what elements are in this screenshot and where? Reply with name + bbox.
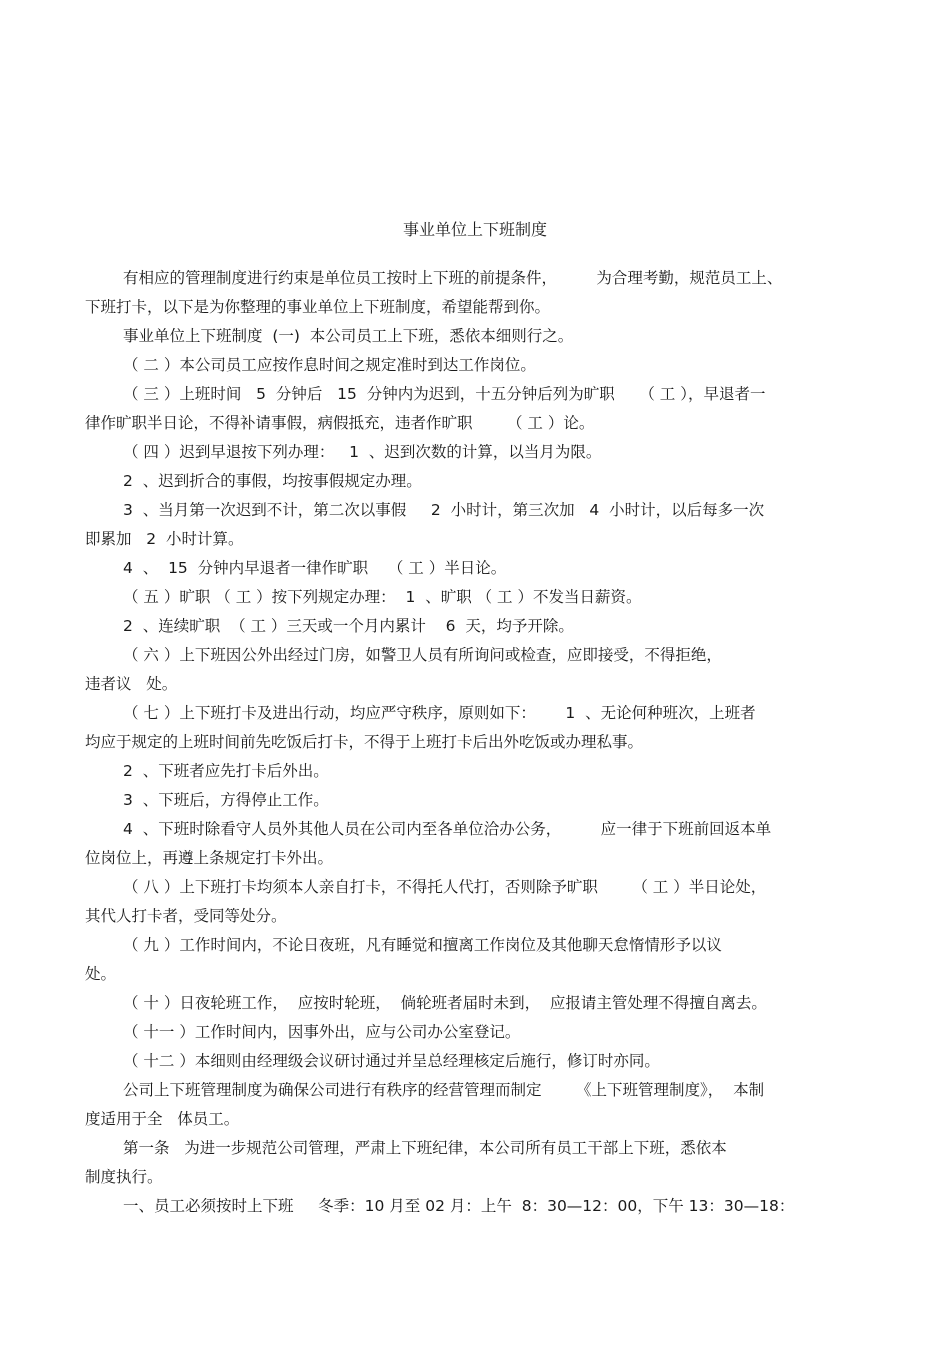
document-title: 事业单位上下班制度 (402, 220, 547, 239)
paragraph-line: （ 四 ）迟到早退按下列办理： 1 、迟到次数的计算，以当月为限。 (123, 443, 602, 461)
paragraph-line: 位岗位上，再遵上条规定打卡外出。 (85, 849, 334, 867)
paragraph-line: （ 六 ）上下班因公外出经过门房，如警卫人员有所询问或检查，应即接受，不得拒绝， (123, 646, 722, 664)
paragraph-line: 律作旷职半日论，不得补请事假，病假抵充，违者作旷职 （ 工 ）论。 (85, 414, 595, 432)
paragraph-line: 制度执行。 (85, 1168, 163, 1186)
paragraph-line: 事业单位上下班制度 (一) 本公司员工上下班，悉依本细则行之。 (123, 327, 574, 345)
paragraph-line: 即累加 2 小时计算。 (85, 530, 244, 548)
paragraph-line: 2 、连续旷职 （ 工 ）三天或一个月内累计 6 天，均予开除。 (123, 617, 574, 635)
paragraph-line: 4 、下班时除看守人员外其他人员在公司内至各单位洽办公务， 应一律于下班前回返本单 (123, 820, 772, 838)
paragraph-line: （ 二 ）本公司员工应按作息时间之规定准时到达工作岗位。 (123, 356, 536, 374)
paragraph-line: （ 九 ）工作时间内，不论日夜班，凡有睡觉和擅离工作岗位及其他聊天怠惰情形予以议 (123, 936, 722, 954)
paragraph-line: 处。 (85, 965, 117, 983)
paragraph-line: 2 、迟到折合的事假，均按事假规定办理。 (123, 472, 422, 490)
paragraph-line: 2 、下班者应先打卡后外出。 (123, 762, 329, 780)
paragraph-line: （ 十一 ）工作时间内，因事外出，应与公司办公室登记。 (123, 1023, 521, 1041)
paragraph-line: 其代人打卡者，受同等处分。 (85, 907, 287, 925)
paragraph-line: 3 、当月第一次迟到不计，第二次以事假 2 小时计，第三次加 4 小时计，以后每多一次 (123, 501, 765, 519)
paragraph-line: 下班打卡，以下是为你整理的事业单位上下班制度，希望能帮到你。 (85, 298, 551, 316)
paragraph-line: 一、员工必须按时上下班 冬季：10 月至 02 月：上午 8：30—12：00，下午 13：30—18： (123, 1197, 795, 1215)
document-body (85, 264, 870, 1221)
paragraph-line: 第一条 为进一步规范公司管理，严肃上下班纪律，本公司所有员工干部上下班，悉依本 (123, 1139, 727, 1157)
paragraph-line: （ 三 ）上班时间 5 分钟后 15 分钟内为迟到，十五分钟后列为旷职 （ 工 ），早退者一 (123, 385, 766, 403)
paragraph-line: 违者议 处。 (85, 675, 178, 693)
paragraph-line: （ 八 ）上下班打卡均须本人亲自打卡，不得托人代打，否则除予旷职 （ 工 ）半日论处， (123, 878, 767, 896)
paragraph-line: 公司上下班管理制度为确保公司进行有秩序的经营管理而制定 《上下班管理制度》， 本制 (123, 1081, 765, 1099)
paragraph-line: 度适用于全 体员工。 (85, 1110, 240, 1128)
paragraph-line: 均应于规定的上班时间前先吃饭后打卡，不得于上班打卡后出外吃饭或办理私事。 (85, 733, 644, 751)
paragraph-line: 有相应的管理制度进行约束是单位员工按时上下班的前提条件， 为合理考勤，规范员工上、 (123, 269, 783, 287)
paragraph-line: （ 十二 ）本细则由经理级会议研讨通过并呈总经理核定后施行，修订时亦同。 (123, 1052, 660, 1070)
paragraph-line: 3 、下班后，方得停止工作。 (123, 791, 329, 809)
paragraph-line: （ 十 ）日夜轮班工作， 应按时轮班， 倘轮班者届时未到， 应报请主管处理不得擅自离去。 (123, 994, 767, 1012)
paragraph-line: 4 、 15 分钟内早退者一律作旷职 （ 工 ）半日论。 (123, 559, 507, 577)
paragraph-line: （ 七 ）上下班打卡及进出行动，均应严守秩序，原则如下： 1 、无论何种班次，上班者 (123, 704, 756, 722)
paragraph-line: （ 五 ）旷职 （ 工 ）按下列规定办理： 1 、旷职 （ 工 ）不发当日薪资。 (123, 588, 642, 606)
